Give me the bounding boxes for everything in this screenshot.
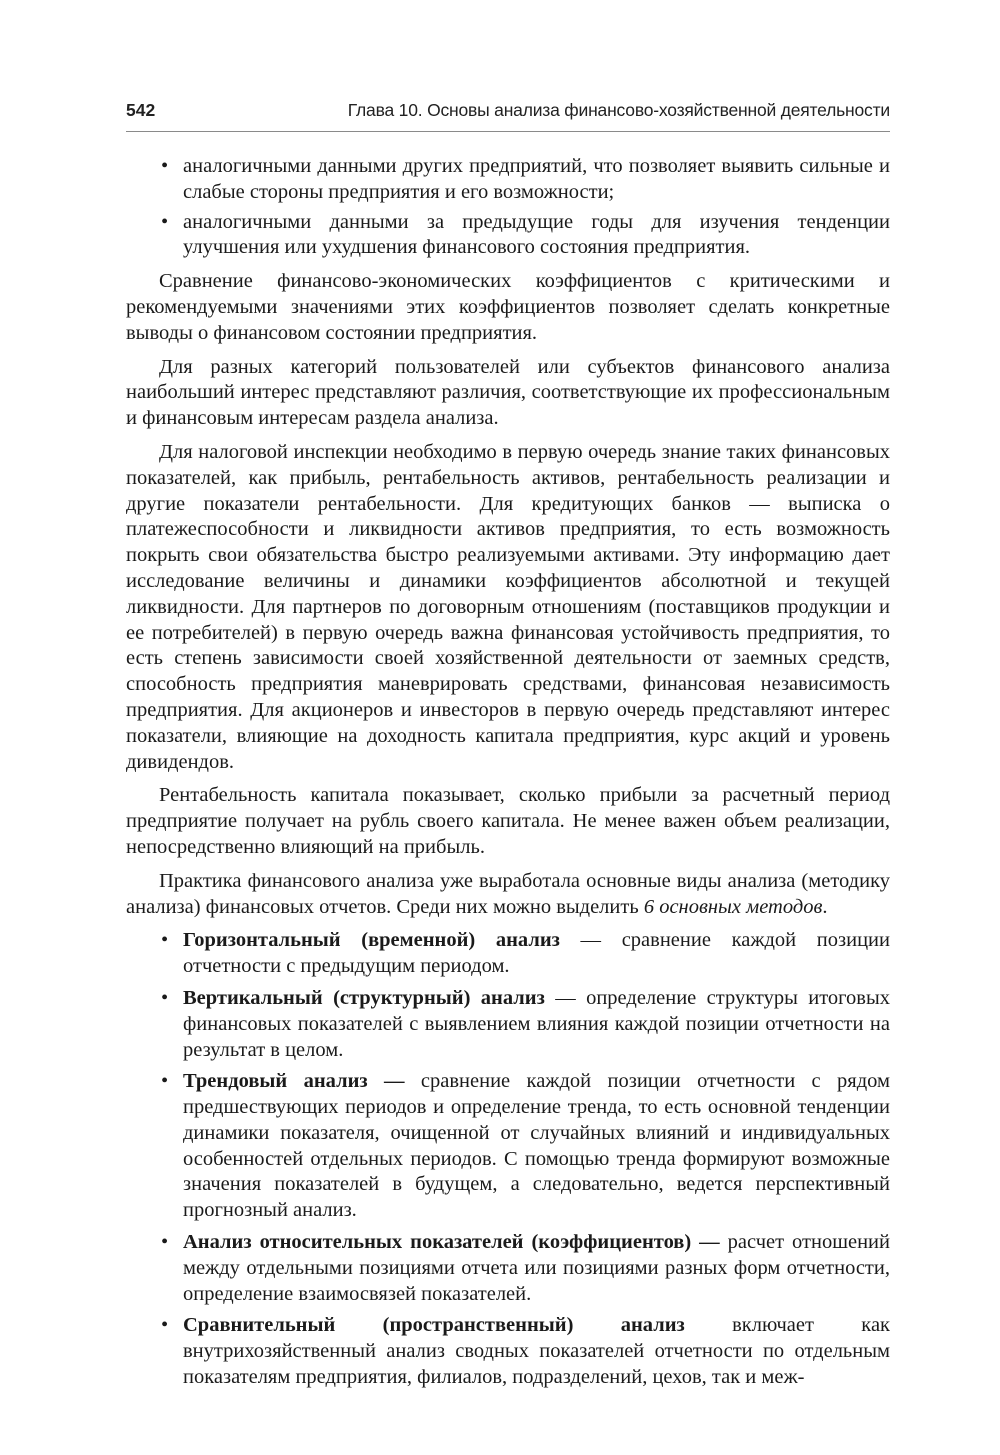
list-item-text: аналогичными данными других предприятий, что позволяет выявить сильные и слабые стороны предприятия и его возможности; [183, 155, 890, 203]
paragraph-end: . [822, 895, 828, 918]
chapter-title: Глава 10. Основы анализа финансово-хозяйственной деятельности [347, 100, 890, 120]
bullet-icon: • [161, 210, 169, 233]
method-term: Сравнительный (пространственный) анализ [183, 1314, 685, 1337]
book-page [126, 98, 890, 1399]
method-item [126, 928, 890, 980]
bullet-icon: • [161, 1231, 169, 1254]
method-item [126, 986, 890, 1063]
method-item [126, 1069, 890, 1224]
paragraph: Сравнение финансово-экономических коэффициентов с критическими и рекомендуемыми значениями этих коэффициентов позволяет сделать конкретные выводы о финансовом состоянии предприятия. [126, 270, 890, 344]
method-description: — сравнение каждой позиции отчетности с предыдущим периодом. [183, 929, 890, 978]
bullet-icon: • [161, 155, 169, 177]
method-description: расчет отношений между отдельными позициями отчета или позициями разных форм отчетности, определение взаимосвязей показателей. [183, 1231, 890, 1305]
method-term: Трендовый анализ — [183, 1070, 405, 1093]
method-description: сравнение каждой позиции отчетности с рядом предшествующих периодов и определение тренда, то есть основной тенденции динамики показателя, очищенной от случайных влияний и индивидуальных особенностей отдельных периодов. С помощью тренда формируют возможные значения показателей в будущем, а следовательно, ведется перспективный прогнозный анализ. [183, 1070, 890, 1222]
paragraph-text: Практика финансового анализа уже выработала основные виды анализа (методику анализа) финансовых отчетов. Среди них можно выделить [126, 869, 890, 918]
page-number: 542 [126, 100, 156, 120]
method-term: Вертикальный (структурный) анализ [183, 986, 545, 1009]
emphasis-text: 6 основных методов [643, 895, 823, 918]
list-item-text: аналогичными данными за предыдущие годы для изучения тенденции улучшения или ухудшения финансового состояния предприятия. [183, 210, 890, 259]
methods-list [126, 928, 890, 1391]
method-term: Анализ относительных показателей (коэффициентов) — [183, 1231, 720, 1254]
body-text [126, 154, 890, 1391]
method-item [126, 1230, 890, 1307]
paragraph: Для разных категорий пользователей или субъектов финансового анализа наибольший интерес представляют различия, соответствующие их профессиональным и финансовым интересам раздела анализа. [126, 355, 890, 430]
comparison-list [126, 154, 890, 261]
list-item [126, 210, 890, 262]
method-term: Горизонтальный (временной) анализ [183, 929, 560, 952]
bullet-icon: • [161, 1070, 169, 1093]
bullet-icon: • [161, 1314, 169, 1337]
paragraph: Для налоговой инспекции необходимо в первую очередь знание таких финансовых показателей, как прибыль, рентабельность активов, рентабельность реализации и другие показатели рентабельности. Для кредитующих банков — выписка о платежеспособности и ликвидности активов предприятия, то есть возможность покрыть свои обязательства быстро реализуемыми активами. Эту информацию дает исследование величины и динамики коэффициентов абсолютной и текущей ликвидности. Для партнеров по договорным отношениям (поставщиков продукции и ее потребителей) в первую очередь важна финансовая устойчивость предприятия, то есть степень зависимости своей хозяйственной деятельности от заемных средств, способность предприятия маневрировать средствами, финансовая независимость предприятия. Для акционеров и инвесторов в первую очередь представляют интерес показатели, влияющие на доходность капитала предприятия, курс акций и уровень дивидендов. [126, 440, 890, 773]
method-item [126, 1313, 890, 1390]
bullet-icon: • [161, 986, 169, 1009]
paragraph: Рентабельность капитала показывает, сколько прибыли за расчетный период предприятие получает на рубль своего капитала. Не менее важен объем реализации, непосредственно влияющий на прибыль. [126, 784, 890, 858]
method-description: включает как внутрихозяйственный анализ сводных показателей отчетности по отдельным показателям предприятия, филиалов, подразделений, цехов, так и меж- [183, 1314, 890, 1389]
paragraph-methods-intro [126, 869, 890, 921]
list-item [126, 154, 890, 206]
method-description: — определение структуры итоговых финансовых показателей с выявлением влияния каждой позиции отчетности на результат в целом. [183, 986, 890, 1061]
bullet-icon: • [161, 929, 169, 952]
running-header [126, 98, 890, 132]
